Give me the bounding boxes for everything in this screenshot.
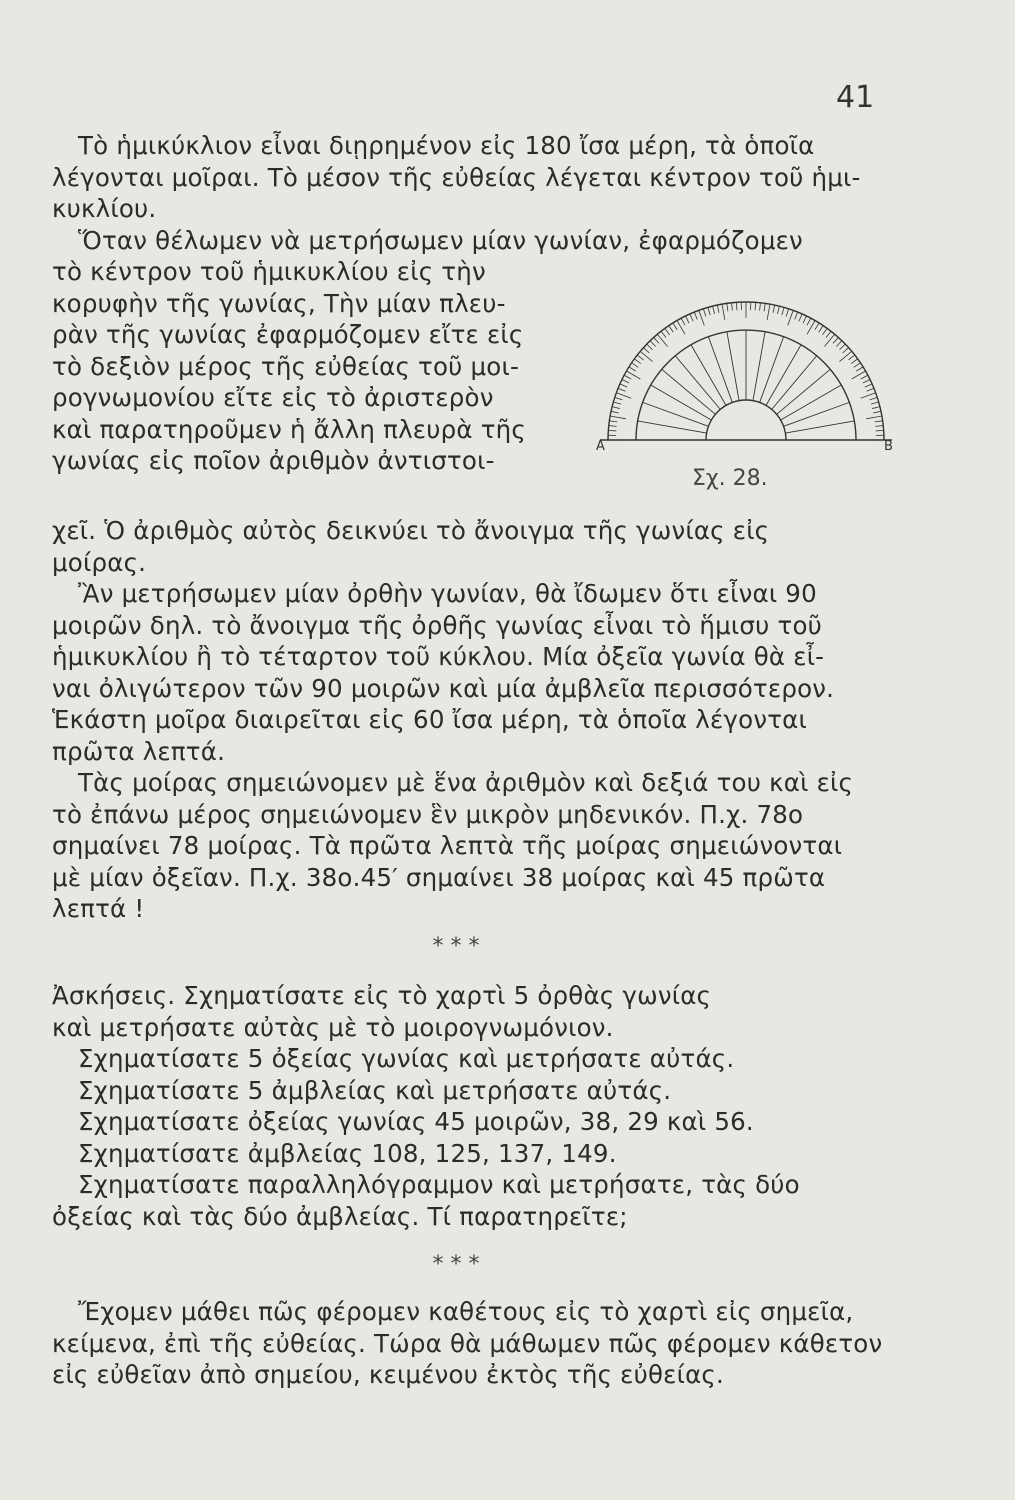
protractor-tick bbox=[613, 402, 621, 404]
protractor-tick bbox=[848, 355, 854, 360]
protractor-tick bbox=[861, 393, 876, 398]
protractor-tick bbox=[819, 326, 823, 333]
page-number: 41 bbox=[836, 80, 875, 115]
protractor-tick bbox=[871, 402, 879, 404]
protractor-tick bbox=[673, 323, 677, 330]
separator-stars: * * * bbox=[432, 934, 480, 959]
protractor-ray bbox=[785, 421, 854, 433]
text-line: ἡμικυκλίου ἢ τὸ τέταρτον τοῦ κύκλου. Μία ὀξεῖα γωνία θὰ εἶ- bbox=[52, 642, 825, 671]
protractor-tick bbox=[870, 397, 878, 399]
text-line: μοιρῶν δηλ. τὸ ἄνοιγμα τῆς ὀρθῆς γωνίας εἶναι τὸ ἥμισυ τοῦ bbox=[52, 610, 823, 640]
protractor-tick bbox=[876, 430, 884, 431]
protractor-tick bbox=[637, 355, 643, 360]
protractor-tick bbox=[795, 312, 798, 319]
protractor-tick bbox=[610, 416, 626, 419]
protractor-tick bbox=[872, 407, 880, 409]
figure-caption: Σχ. 28. bbox=[692, 466, 768, 491]
protractor-tick bbox=[632, 363, 639, 367]
protractor-tick bbox=[690, 314, 693, 321]
paragraph-exercises bbox=[52, 980, 907, 1232]
text-line: τὸ κέντρον τοῦ ἡμικυκλίου εἰς τὴν bbox=[52, 257, 486, 286]
text-line: Σχηματίσατε 5 ὀξείας γωνίας καὶ μετρήσατε αὐτάς. bbox=[78, 1044, 735, 1073]
text-line: Τὰς μοίρας σημειώνομεν μὲ ἕνα ἀριθμὸν καὶ δεξιά του καὶ εἰς bbox=[78, 768, 854, 797]
protractor-ray bbox=[691, 345, 726, 406]
protractor-tick bbox=[624, 375, 631, 379]
protractor-tick bbox=[867, 388, 874, 391]
protractor-tick bbox=[839, 351, 851, 361]
protractor-ray bbox=[777, 369, 831, 414]
protractor-tick bbox=[807, 318, 811, 325]
protractor-tick bbox=[727, 303, 728, 311]
protractor-tick bbox=[654, 337, 659, 343]
text-line: τὸ ἐπάνω μέρος σημειώνομεν ἓν μικρὸν μηδενικόν. Π.χ. 78ο bbox=[52, 799, 804, 829]
protractor-tick bbox=[612, 407, 620, 409]
text-line: μοίρας. bbox=[52, 547, 147, 577]
protractor-tick bbox=[629, 367, 636, 371]
protractor-tick bbox=[875, 426, 883, 427]
protractor-tick bbox=[851, 359, 857, 364]
protractor-ray bbox=[753, 332, 765, 401]
label-a: A bbox=[596, 439, 605, 454]
protractor-ray bbox=[662, 369, 716, 414]
protractor-tick bbox=[764, 303, 765, 311]
protractor-rays bbox=[638, 330, 855, 433]
protractor-tick bbox=[875, 421, 883, 422]
protractor-tick bbox=[669, 326, 673, 333]
text-line: μὲ μίαν ὀξεῖαν. Π.χ. 38ο.45′ σημαίνει 38 μοίρας καὶ 45 πρῶτα bbox=[52, 862, 826, 892]
protractor-ray bbox=[675, 356, 720, 410]
protractor-tick bbox=[634, 359, 640, 364]
separator-stars-2: * * * bbox=[432, 1252, 480, 1277]
protractor-tick bbox=[815, 323, 819, 330]
text-line: Ἑκάστη μοῖρα διαιρεῖται εἰς 60 ἴσα μέρη, τὰ ὁποῖα λέγονται bbox=[52, 705, 807, 734]
protractor-ray bbox=[643, 402, 709, 426]
paragraph-semicircle-intro bbox=[52, 130, 907, 256]
text-line: σημαίνει 78 μοίρας. Τὰ πρῶτα λεπτὰ τῆς μοίρας σημειώνονται bbox=[52, 831, 843, 860]
protractor-tick bbox=[640, 351, 652, 361]
protractor-tick bbox=[681, 318, 685, 325]
protractor-tick bbox=[760, 303, 761, 311]
protractor-tick bbox=[803, 316, 807, 323]
protractor-tick bbox=[703, 309, 705, 317]
protractor-tick bbox=[699, 310, 704, 325]
protractor-tick bbox=[777, 306, 779, 314]
text-line: τὸ δεξιὸν μέρος τῆς εὐθείας τοῦ μοι- bbox=[52, 351, 520, 381]
protractor-tick bbox=[608, 430, 616, 431]
protractor-tick bbox=[650, 341, 656, 347]
text-line: Σχηματίσατε 5 ἀμβλείας καὶ μετρήσατε αὐτάς. bbox=[78, 1075, 672, 1105]
paragraph-degrees bbox=[52, 515, 907, 925]
protractor-ray bbox=[784, 402, 850, 426]
text-line: καὶ παρατηροῦμεν ἡ ἄλλη πλευρὰ τῆς bbox=[52, 414, 526, 444]
protractor-ray bbox=[781, 385, 842, 420]
protractor-tick bbox=[665, 328, 670, 334]
protractor-tick bbox=[840, 344, 846, 350]
text-line: κείμενα, ἐπὶ τῆς εὐθείας. Τώρα θὰ μάθωμεν πῶς φέρομεν κάθετον bbox=[52, 1328, 883, 1358]
protractor-tick bbox=[722, 304, 725, 320]
protractor-tick bbox=[833, 337, 838, 343]
protractor-tick bbox=[620, 384, 627, 387]
protractor-tick bbox=[861, 375, 868, 379]
protractor-tick bbox=[836, 341, 842, 347]
paragraph-measure-angle bbox=[52, 256, 597, 477]
text-line: εἰς εὐθεῖαν ἀπὸ σημείου, κειμένου ἐκτὸς τῆς εὐθείας. bbox=[52, 1360, 724, 1389]
protractor-ray bbox=[727, 332, 739, 401]
protractor-ray bbox=[651, 385, 712, 420]
text-line: Τὸ ἡμικύκλιον εἶναι διῃρημένον εἰς 180 ἴσα μέρη, τὰ ὁποῖα bbox=[78, 131, 815, 160]
text-line: Ἂν μετρήσωμεν μίαν ὀρθὴν γωνίαν, θὰ ἴδωμεν ὅτι εἶναι 90 bbox=[78, 579, 817, 608]
text-line: Ἔχομεν μάθει πῶς φέρομεν καθέτους εἰς τὸ χαρτὶ εἰς σημεῖα, bbox=[78, 1297, 854, 1326]
protractor-tick bbox=[615, 397, 623, 399]
protractor-tick bbox=[694, 312, 697, 319]
protractor-tick bbox=[865, 384, 872, 387]
protractor-tick bbox=[647, 344, 653, 350]
protractor-tick bbox=[854, 363, 861, 367]
text-line: Σχηματίσατε παραλληλόγραμμον καὶ μετρήσατε, τὰς δύο bbox=[78, 1170, 800, 1199]
paragraph-perpendicular bbox=[52, 1296, 907, 1391]
protractor-tick bbox=[826, 331, 831, 337]
text-line: λέγονται μοῖραι. Τὸ μέσον τῆς εὐθείας λέγεται κέντρον τοῦ ἡμι- bbox=[52, 162, 861, 192]
protractor-tick bbox=[732, 303, 733, 311]
text-line: ρὰν τῆς γωνίας ἐφαρμόζομεν εἴτε εἰς bbox=[52, 320, 524, 349]
protractor-tick bbox=[661, 331, 666, 337]
protractor-tick bbox=[686, 316, 690, 323]
protractor-ray bbox=[638, 421, 707, 433]
text-line: λεπτά ! bbox=[52, 894, 145, 923]
text-line: Σχηματίσατε ἀμβλείας 108, 125, 137, 149. bbox=[78, 1138, 617, 1168]
protractor-tick bbox=[609, 426, 617, 427]
protractor-tick bbox=[736, 302, 737, 310]
protractor-tick bbox=[618, 388, 625, 391]
protractor-tick bbox=[799, 314, 802, 321]
text-line: γωνίας εἰς ποῖον ἀριθμὸν ἀντιστοι- bbox=[52, 446, 495, 475]
protractor-figure bbox=[596, 300, 896, 460]
protractor-tick bbox=[717, 305, 719, 313]
protractor-tick bbox=[708, 307, 710, 315]
protractor-tick bbox=[657, 334, 667, 346]
protractor-tick bbox=[782, 307, 784, 315]
protractor-tick bbox=[616, 393, 631, 398]
text-line: καὶ μετρήσατε αὐτὰς μὲ τὸ μοιρογνωμόνιον. bbox=[52, 1012, 614, 1042]
protractor-tick bbox=[866, 416, 882, 419]
text-line: χεῖ. Ὁ ἀριθμὸς αὐτὸς δεικνύει τὸ ἄνοιγμα τῆς γωνίας εἰς bbox=[52, 516, 770, 545]
protractor-ray bbox=[766, 345, 801, 406]
text-line: ναι ὀλιγώτερον τῶν 90 μοιρῶν καὶ μία ἀμβλεῖα περισσότερον. bbox=[52, 673, 835, 703]
protractor-tick bbox=[622, 380, 629, 384]
protractor-tick bbox=[643, 348, 649, 353]
protractor-ray bbox=[708, 337, 732, 403]
text-line: ὀξείας καὶ τὰς δύο ἀμβλείας. Τί παρατηρεῖτε; bbox=[52, 1201, 628, 1231]
text-line: ρογνωμονίου εἴτε εἰς τὸ ἀριστερὸν bbox=[52, 383, 494, 412]
text-line: κυκλίου. bbox=[52, 194, 157, 223]
protractor-tick bbox=[611, 411, 619, 413]
protractor-ray bbox=[772, 356, 817, 410]
text-line: Ἀσκήσεις. Σχηματίσατε εἰς τὸ χαρτὶ 5 ὀρθὰς γωνίας bbox=[52, 981, 712, 1010]
text-line: πρῶτα λεπτά. bbox=[52, 736, 226, 766]
protractor-tick bbox=[755, 302, 756, 310]
protractor-ray bbox=[760, 337, 784, 403]
protractor-tick bbox=[713, 306, 715, 314]
protractor-tick bbox=[824, 334, 834, 346]
protractor-tick bbox=[767, 304, 770, 320]
protractor-tick bbox=[843, 348, 849, 353]
protractor-tick bbox=[788, 310, 793, 325]
protractor-tick bbox=[609, 421, 617, 422]
protractor-tick bbox=[863, 380, 870, 384]
label-b: B bbox=[884, 439, 893, 454]
text-line: κορυφὴν τῆς γωνίας, Τὴν μίαν πλευ- bbox=[52, 288, 506, 318]
protractor-tick bbox=[786, 309, 788, 317]
protractor-tick bbox=[856, 367, 863, 371]
text-line: Ὅταν θέλωμεν νὰ μετρήσωμεν μίαν γωνίαν, ἐφαρμόζομεν bbox=[78, 225, 803, 255]
protractor-tick bbox=[822, 328, 827, 334]
protractor-tick bbox=[773, 305, 775, 313]
protractor-tick bbox=[873, 411, 881, 413]
text-line: Σχηματίσατε ὀξείας γωνίας 45 μοιρῶν, 38, 29 καὶ 56. bbox=[78, 1107, 754, 1136]
